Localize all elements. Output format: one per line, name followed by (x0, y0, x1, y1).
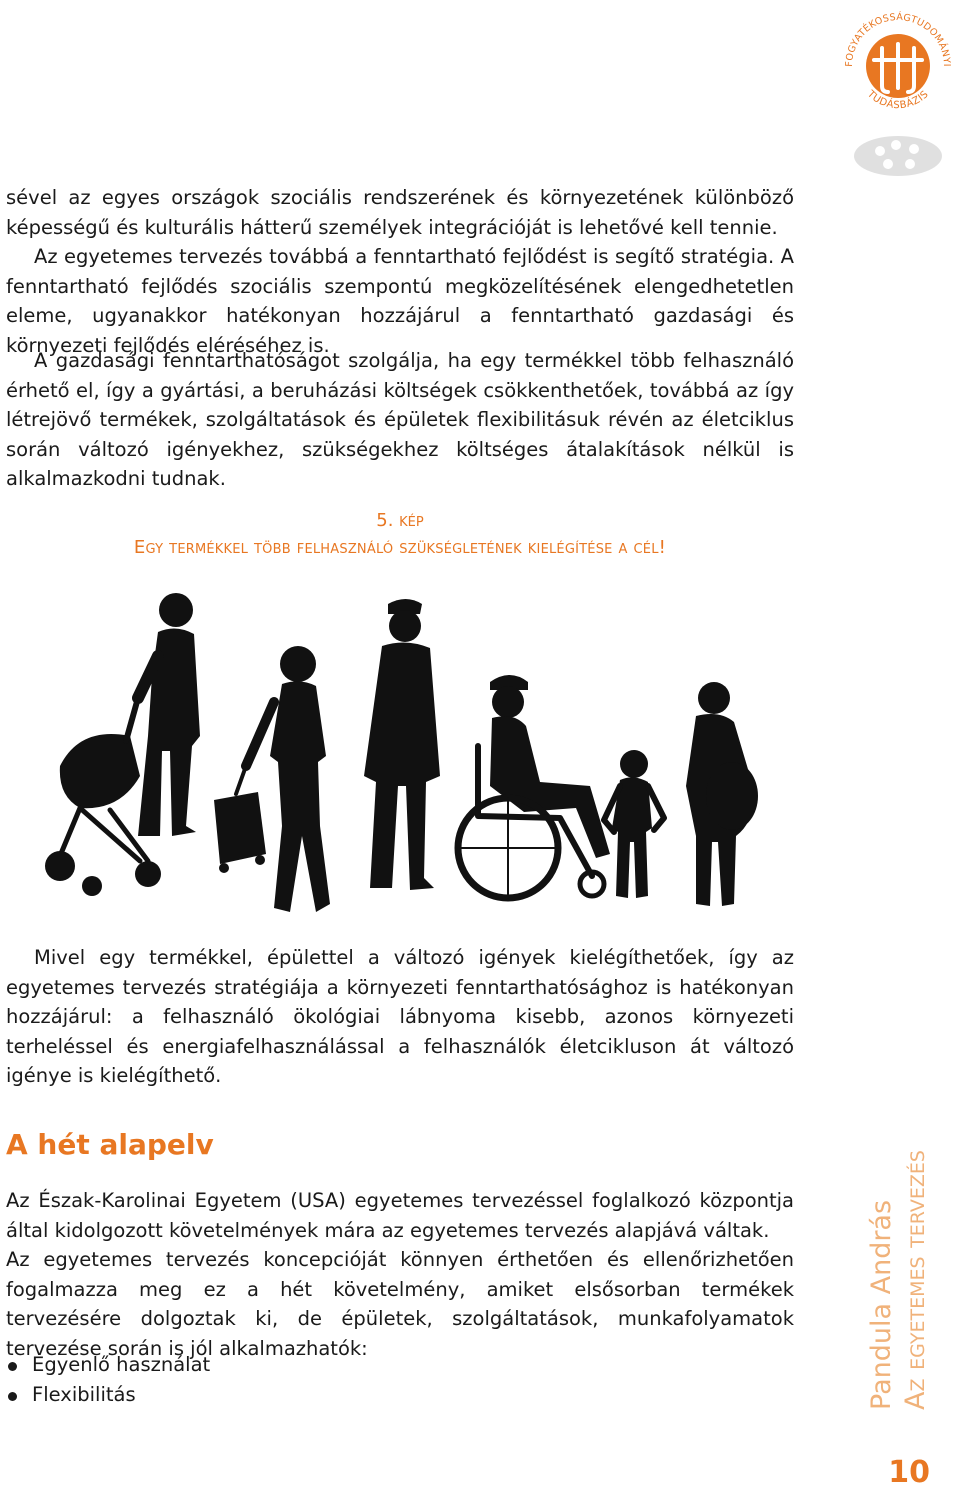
pregnant-woman-silhouette (686, 682, 758, 906)
paragraph-continuation: sével az egyes országok szociális rendszerének és környezetének különböző képességű és kulturális hátterű személyek integrációját is lehetővé kell tennie. (6, 186, 794, 239)
paragraph-sustainability: Az egyetemes tervezés továbbá a fenntartható fejlődést is segítő stratégia. A fenntartható fejlődés szociális szempontú megközelítésének elengedhetetlen eleme, ugyanakkor hatékonyan hozzájárul a fenntartható gazdasági és környezeti fejlődés eléréséhez is. (6, 245, 794, 357)
principles-list (6, 1350, 210, 1410)
page-number: 10 (888, 1455, 930, 1490)
people-silhouettes-illustration (20, 586, 780, 920)
figure-number: 5. kép (376, 510, 424, 531)
svg-text:TUDÁSBÁZIS: TUDÁSBÁZIS (865, 88, 931, 112)
woman-with-suitcase-silhouette (214, 646, 330, 912)
list-item: Flexibilitás (6, 1380, 210, 1410)
man-with-stroller-silhouette (45, 593, 200, 896)
paragraph-seven-principles: Az egyetemes tervezés koncepcióját könnyen érthetően és ellenőrizhetően fogalmazza meg ez a hét követelmény, amiket elsősorban termékek tervezésére dolgoztak ki, de épületek, szolgáltatások, munkafolyamatok tervezése során is jól alkalmazhatók: (6, 1248, 794, 1360)
man-with-cap-silhouette (364, 599, 440, 890)
sidebar-author: Pandula András (866, 1199, 897, 1410)
paragraph-environmental: Mivel egy termékkel, épülettel a változó igények kielégíthetőek, így az egyetemes tervezés stratégiája a környezeti fenntarthatósághoz is hatékonyan hozzájárul: a felhasználó ökológiai lábnyoma kisebb, azonos környezeti terheléssel és energiafelhasználással a felhasználók életcikluson át változó igénye is kielégíthető. (6, 946, 794, 1087)
figure-caption: Egy termékkel több felhasználó szükségletének kielégítése a cél! (133, 537, 667, 558)
wheelchair-user-silhouette (458, 675, 610, 898)
sidebar-book-title: Az egyetemes tervezés (900, 1150, 931, 1410)
paragraph-economic: A gazdasági fenntarthatóságot szolgálja, ha egy termékkel több felhasználó érhető el, így a gyártási, a beruházási költségek csökkenthetőek, továbbá az így létrejövő termékek, szolgáltatások és épületek flexibilitásuk révén az életciklus során változó igényekhez, szükségekhez költséges átalakítások nélkül is alkalmazkodni tudnak. (6, 349, 794, 490)
svg-text:FOGYATÉKOSSÁGTUDOMÁNYI: FOGYATÉKOSSÁGTUDOMÁNYI (843, 11, 953, 68)
list-item: Egyenlő használat (6, 1350, 210, 1380)
sidebar-author-title (865, 1080, 945, 1410)
child-silhouette (604, 750, 664, 898)
fogyatekossagtudomanyi-logo (838, 4, 958, 184)
section-heading: A hét alapelv (6, 1128, 214, 1161)
paragraph-ncsu: Az Észak-Karolinai Egyetem (USA) egyetemes tervezéssel foglalkozó központja által kidolgozott követelmények mára az egyetemes tervezés alapjává váltak. (6, 1189, 794, 1242)
